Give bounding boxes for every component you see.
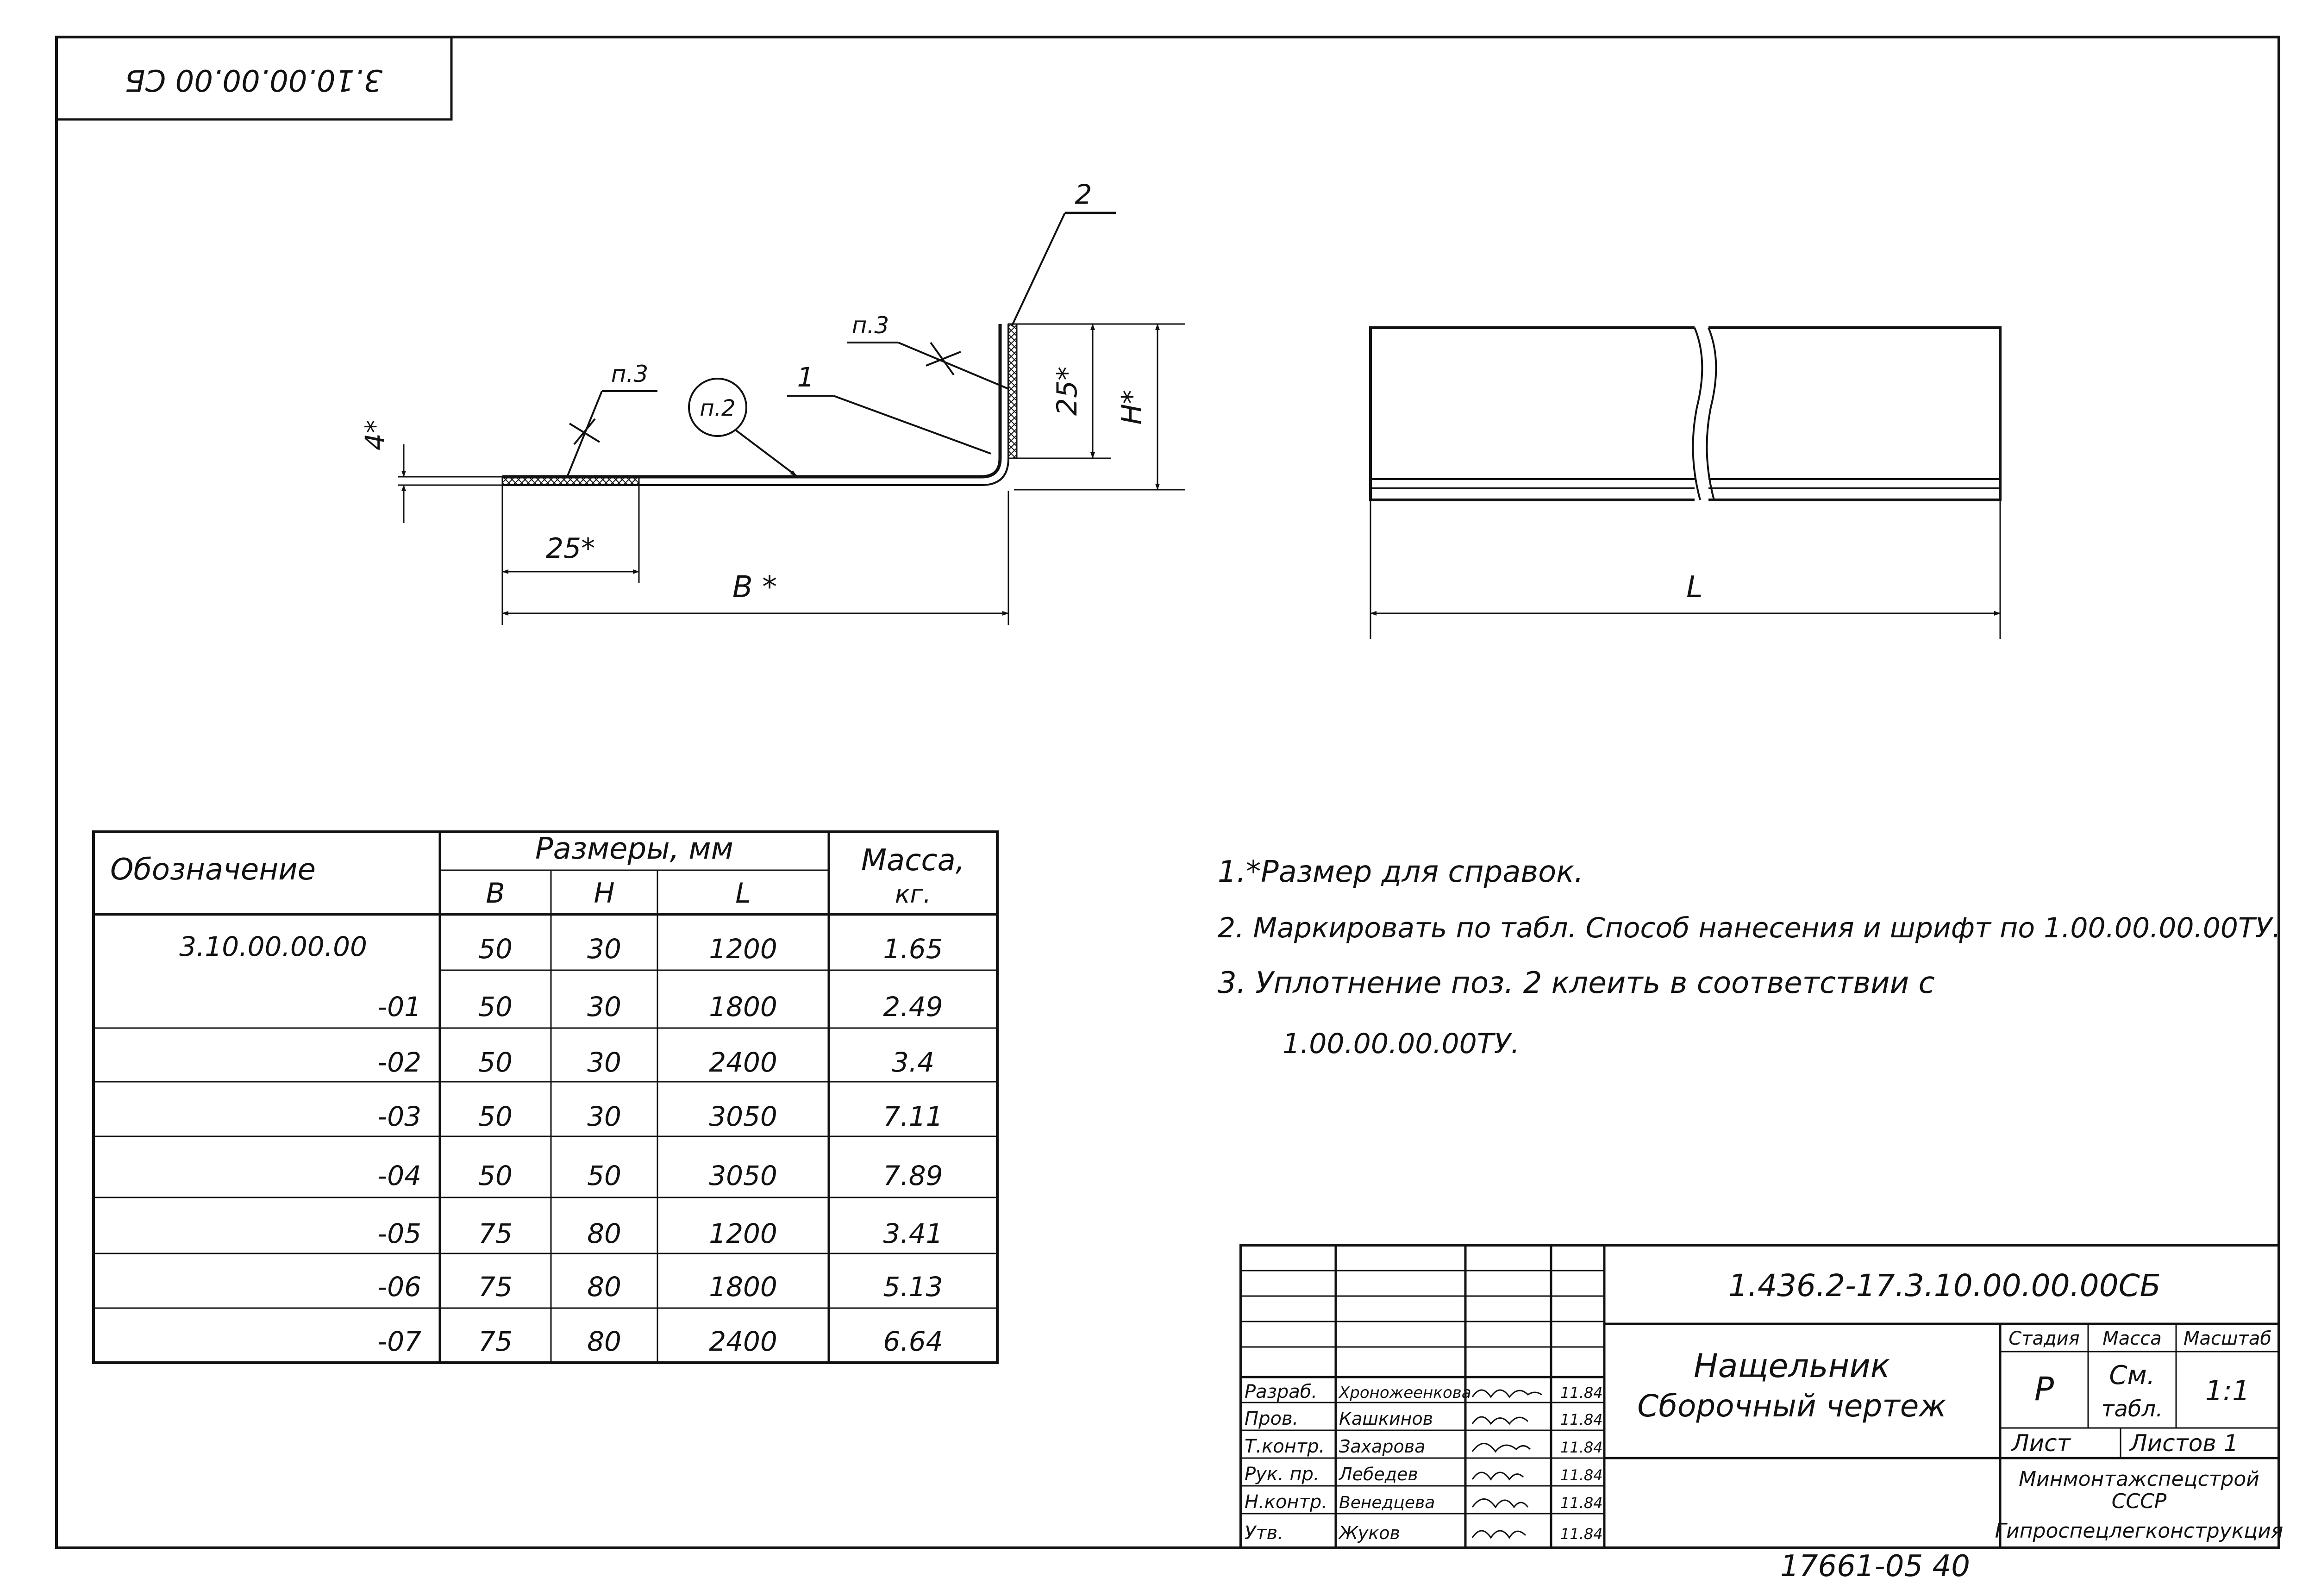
svg-text:80: 80 xyxy=(587,1218,621,1249)
note-1: 1.*Размер для справок. xyxy=(1218,855,1584,889)
header-l: L xyxy=(735,877,751,910)
svg-text:3.10.00.00.00: 3.10.00.00.00 xyxy=(179,931,367,962)
dim-l: L xyxy=(1686,570,1703,605)
position-2-label: 2 xyxy=(1075,179,1092,210)
scale-value: 1:1 xyxy=(2205,1375,2250,1407)
signature-row xyxy=(1245,1464,1603,1485)
break-line xyxy=(1693,328,1702,500)
note-3-cont: 1.00.00.00.00ТУ. xyxy=(1283,1028,1520,1060)
seal-vertical xyxy=(1008,324,1017,458)
svg-text:11.84: 11.84 xyxy=(1560,1494,1603,1512)
svg-text:50: 50 xyxy=(478,1047,513,1078)
svg-text:5.13: 5.13 xyxy=(883,1271,943,1303)
svg-text:Лебедев: Лебедев xyxy=(1339,1464,1418,1484)
svg-text:6.64: 6.64 xyxy=(883,1326,943,1357)
svg-text:7.89: 7.89 xyxy=(883,1160,943,1191)
svg-text:Утв.: Утв. xyxy=(1245,1522,1283,1544)
svg-text:11.84: 11.84 xyxy=(1560,1411,1603,1428)
note-3: 3. Уплотнение поз. 2 клеить в соответствии с xyxy=(1218,966,1935,1000)
svg-text:Т.контр.: Т.контр. xyxy=(1245,1436,1325,1457)
svg-text:30: 30 xyxy=(587,1101,621,1132)
title-name: Нащельник xyxy=(1693,1347,1890,1385)
signature-row xyxy=(1245,1436,1603,1457)
table-row xyxy=(377,1271,943,1303)
angle-profile-inner xyxy=(502,324,1008,485)
svg-text:75: 75 xyxy=(478,1326,513,1357)
bottom-code: 17661-05 40 xyxy=(1780,1549,1970,1584)
svg-text:3.41: 3.41 xyxy=(883,1218,943,1249)
svg-text:11.84: 11.84 xyxy=(1560,1439,1603,1456)
notes xyxy=(1218,855,2281,1060)
header-mass-unit: кг. xyxy=(895,879,932,909)
svg-text:Разраб.: Разраб. xyxy=(1245,1381,1318,1403)
title-block xyxy=(1241,1245,2283,1548)
svg-text:-04: -04 xyxy=(377,1160,421,1191)
svg-text:Н.контр.: Н.контр. xyxy=(1245,1491,1327,1513)
title-subname: Сборочный чертеж xyxy=(1637,1388,1946,1424)
svg-text:50: 50 xyxy=(587,1160,621,1191)
svg-text:3050: 3050 xyxy=(709,1101,777,1132)
svg-text:50: 50 xyxy=(478,991,513,1022)
svg-text:-01: -01 xyxy=(377,991,421,1022)
svg-text:Хроножеенкова: Хроножеенкова xyxy=(1339,1384,1471,1402)
stage-value: Р xyxy=(2034,1370,2054,1408)
signature-row xyxy=(1245,1408,1603,1429)
org-line-1: Минмонтажспецстрой xyxy=(2019,1467,2259,1491)
mass-header: Масса xyxy=(2102,1328,2162,1349)
svg-text:1800: 1800 xyxy=(709,991,777,1022)
svg-text:30: 30 xyxy=(587,1047,621,1078)
signature-row xyxy=(1245,1381,1603,1403)
table-row xyxy=(377,1326,943,1357)
svg-text:80: 80 xyxy=(587,1271,621,1303)
svg-text:30: 30 xyxy=(587,991,621,1022)
sheet-label: Лист xyxy=(2012,1430,2071,1457)
svg-text:2400: 2400 xyxy=(709,1326,777,1357)
note-ref-horizontal: п.3 xyxy=(611,361,649,387)
dim-h: H* xyxy=(1116,390,1148,425)
header-designation: Обозначение xyxy=(110,853,316,887)
org-line-2: СССР xyxy=(2111,1490,2167,1513)
svg-text:11.84: 11.84 xyxy=(1560,1525,1603,1543)
table-row xyxy=(377,991,943,1022)
note-ref-vertical: п.3 xyxy=(851,312,889,339)
svg-text:7.11: 7.11 xyxy=(883,1101,943,1132)
corner-code: 3.10.00.00.00 СБ xyxy=(125,62,383,97)
svg-text:-03: -03 xyxy=(377,1101,421,1132)
header-b: B xyxy=(486,877,505,910)
svg-text:75: 75 xyxy=(478,1218,513,1249)
svg-text:11.84: 11.84 xyxy=(1560,1384,1603,1402)
svg-text:75: 75 xyxy=(478,1271,513,1303)
svg-text:3.4: 3.4 xyxy=(891,1047,935,1078)
svg-text:80: 80 xyxy=(587,1326,621,1357)
svg-text:50: 50 xyxy=(478,1101,513,1132)
svg-text:1800: 1800 xyxy=(709,1271,777,1303)
front-view xyxy=(1370,328,2000,639)
svg-text:50: 50 xyxy=(478,1160,513,1191)
note-2: 2. Маркировать по табл. Способ нанесения и шрифт по 1.00.00.00.00ТУ. xyxy=(1218,912,2281,944)
svg-text:Захарова: Захарова xyxy=(1339,1436,1426,1457)
sheet-frame xyxy=(56,37,2279,1548)
svg-text:3050: 3050 xyxy=(709,1160,777,1191)
svg-text:1200: 1200 xyxy=(709,1218,777,1249)
dim-25-horizontal: 25* xyxy=(545,532,595,565)
svg-text:-02: -02 xyxy=(377,1047,421,1078)
header-sizes: Размеры, мм xyxy=(535,832,733,866)
signature-row xyxy=(1245,1491,1603,1513)
header-mass: Масса, xyxy=(861,843,965,878)
svg-text:Венедцева: Венедцева xyxy=(1339,1493,1435,1512)
mass-value-2: табл. xyxy=(2101,1396,2163,1422)
table-row xyxy=(377,1047,934,1078)
seal-horizontal xyxy=(502,477,639,485)
svg-text:1.65: 1.65 xyxy=(883,933,943,965)
dim-25-vertical: 25* xyxy=(1051,366,1083,416)
svg-text:-06: -06 xyxy=(377,1271,421,1303)
dim-4: 4* xyxy=(359,420,391,450)
table-row xyxy=(377,1160,943,1191)
svg-text:11.84: 11.84 xyxy=(1560,1466,1603,1484)
circle-ref-label: п.2 xyxy=(700,395,736,421)
mass-value-1: См. xyxy=(2109,1360,2155,1390)
dim-b: B * xyxy=(732,570,777,605)
svg-text:Жуков: Жуков xyxy=(1339,1523,1401,1543)
scale-header: Масштаб xyxy=(2183,1328,2272,1349)
profile-view xyxy=(359,179,1185,625)
table-row xyxy=(377,1218,943,1249)
org-line-3: Гипроспецлегконструкция xyxy=(1995,1519,2284,1543)
svg-text:50: 50 xyxy=(478,933,513,965)
svg-text:2400: 2400 xyxy=(709,1047,777,1078)
svg-text:Рук. пр.: Рук. пр. xyxy=(1245,1464,1320,1485)
signature-row xyxy=(1245,1522,1603,1544)
svg-text:-07: -07 xyxy=(377,1326,421,1357)
table-row xyxy=(377,1101,943,1132)
stage-header: Стадия xyxy=(2008,1328,2080,1349)
spec-table xyxy=(94,832,997,1363)
svg-text:2.49: 2.49 xyxy=(883,991,943,1022)
svg-text:Кашкинов: Кашкинов xyxy=(1339,1409,1433,1429)
header-h: H xyxy=(594,877,615,910)
svg-text:30: 30 xyxy=(587,933,621,965)
document-code: 1.436.2-17.3.10.00.00.00СБ xyxy=(1728,1268,2161,1303)
svg-text:Пров.: Пров. xyxy=(1245,1408,1299,1429)
svg-text:1200: 1200 xyxy=(709,933,777,965)
sheets-label: Листов 1 xyxy=(2130,1430,2239,1457)
position-1-label: 1 xyxy=(797,362,814,393)
svg-text:-05: -05 xyxy=(377,1218,421,1249)
corner-stamp xyxy=(56,37,451,119)
